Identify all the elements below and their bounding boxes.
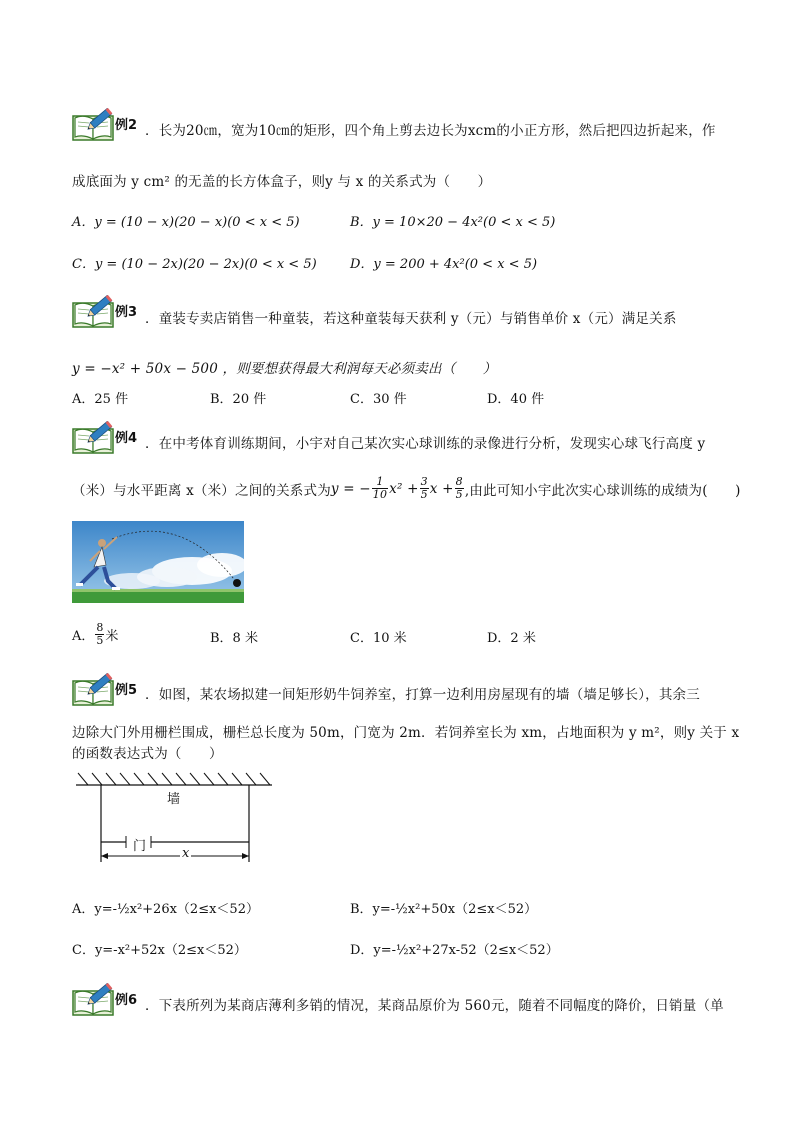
example-badge xyxy=(72,421,147,461)
question-text: ．长为20㎝，宽为10㎝的矩形，四个角上剪去边长为xcm的小正方形，然后把四边折起来，作 xyxy=(145,123,716,139)
option-a[interactable]: A．y = (10 − x)(20 − x)(0 < x < 5) xyxy=(72,215,300,230)
formula: y = − $\frac{1}{10}$ x² + $\frac{3}{5}$ x + $\frac{8}{5}$ xyxy=(330,475,463,501)
option-b[interactable]: B．y=-½x²+50x（2≤x＜52） xyxy=(350,902,538,917)
option-d[interactable]: D．40 件 xyxy=(487,392,545,407)
option-c[interactable]: C．y = (10 − 2x)(20 − 2x)(0 < x < 5) xyxy=(72,257,317,272)
option-d[interactable]: D．y = 200 + 4x²(0 < x < 5) xyxy=(350,257,538,272)
option-b[interactable]: B．8 米 xyxy=(210,631,258,646)
question-text: 的函数表达式为（ ） xyxy=(72,746,223,762)
option-a-fraction: $\frac{8}{5}$ xyxy=(96,621,104,647)
example-number: 例3 xyxy=(115,305,138,320)
book-pencil-icon xyxy=(72,421,116,455)
wall-label: 墙 xyxy=(167,792,181,807)
option-d[interactable]: D．2 米 xyxy=(487,631,536,646)
question-text: 成底面为 y cm² 的无盖的长方体盒子，则y 与 x 的关系式为（ ） xyxy=(72,174,492,190)
book-pencil-icon xyxy=(72,673,116,707)
option-a-label: 米 xyxy=(105,629,119,644)
option-a[interactable] xyxy=(72,622,118,647)
question-text-post: ,由此可知小宇此次实心球训练的成绩为( ) xyxy=(464,482,741,499)
example-number: 例5 xyxy=(115,683,138,698)
barn-diagram xyxy=(74,772,274,872)
question-text: y = −x² + 50x − 500 ，则要想获得最大利润每天必须卖出（ ） xyxy=(72,361,497,377)
book-pencil-icon xyxy=(72,295,116,329)
example-badge xyxy=(72,673,147,713)
shot-put-photo xyxy=(72,521,244,603)
example-number: 例6 xyxy=(115,993,138,1008)
option-d[interactable]: D．y=-½x²+27x-52（2≤x＜52） xyxy=(350,943,559,958)
example-badge xyxy=(72,295,147,335)
question-text: ．童装专卖店销售一种童装，若这种童装每天获利 y（元）与销售单价 x（元）满足关系 xyxy=(145,311,677,327)
question-text xyxy=(72,476,741,501)
book-pencil-icon xyxy=(72,108,116,142)
book-pencil-icon xyxy=(72,983,116,1017)
question-text: ．下表所列为某商店薄利多销的情况，某商品原价为 560元，随着不同幅度的降价，日销量（单 xyxy=(145,998,724,1014)
question-text: ．在中考体育训练期间，小宇对自己某次实心球训练的录像进行分析，发现实心球飞行高度 y xyxy=(145,436,706,452)
option-c[interactable]: C．30 件 xyxy=(350,392,407,407)
example-badge xyxy=(72,108,147,148)
question-text-pre: （米）与水平距离 x（米）之间的关系式为 xyxy=(72,482,331,499)
option-a[interactable]: A．25 件 xyxy=(72,392,129,407)
option-b[interactable]: B．20 件 xyxy=(210,392,267,407)
option-a[interactable]: A．y=-½x²+26x（2≤x＜52） xyxy=(72,902,259,917)
option-c[interactable]: C．10 米 xyxy=(350,631,407,646)
example-badge xyxy=(72,983,147,1023)
option-c[interactable]: C．y=-x²+52x（2≤x＜52） xyxy=(72,943,247,958)
question-text: ．如图，某农场拟建一间矩形奶牛饲养室，打算一边利用房屋现有的墙（墙足够长），其余三 xyxy=(145,687,700,703)
option-b[interactable]: B．y = 10×20 − 4x²(0 < x < 5) xyxy=(350,215,556,230)
question-text: 边除大门外用栅栏围成，栅栏总长度为 50m，门宽为 2m．若饲养室长为 xm，占地面积为 y m²，则y 关于 x xyxy=(72,725,740,741)
option-a-prefix: A． xyxy=(72,629,95,644)
length-label: x xyxy=(182,846,190,861)
door-label: 门 xyxy=(133,839,147,854)
example-number: 例4 xyxy=(115,431,138,446)
example-number: 例2 xyxy=(115,118,138,133)
